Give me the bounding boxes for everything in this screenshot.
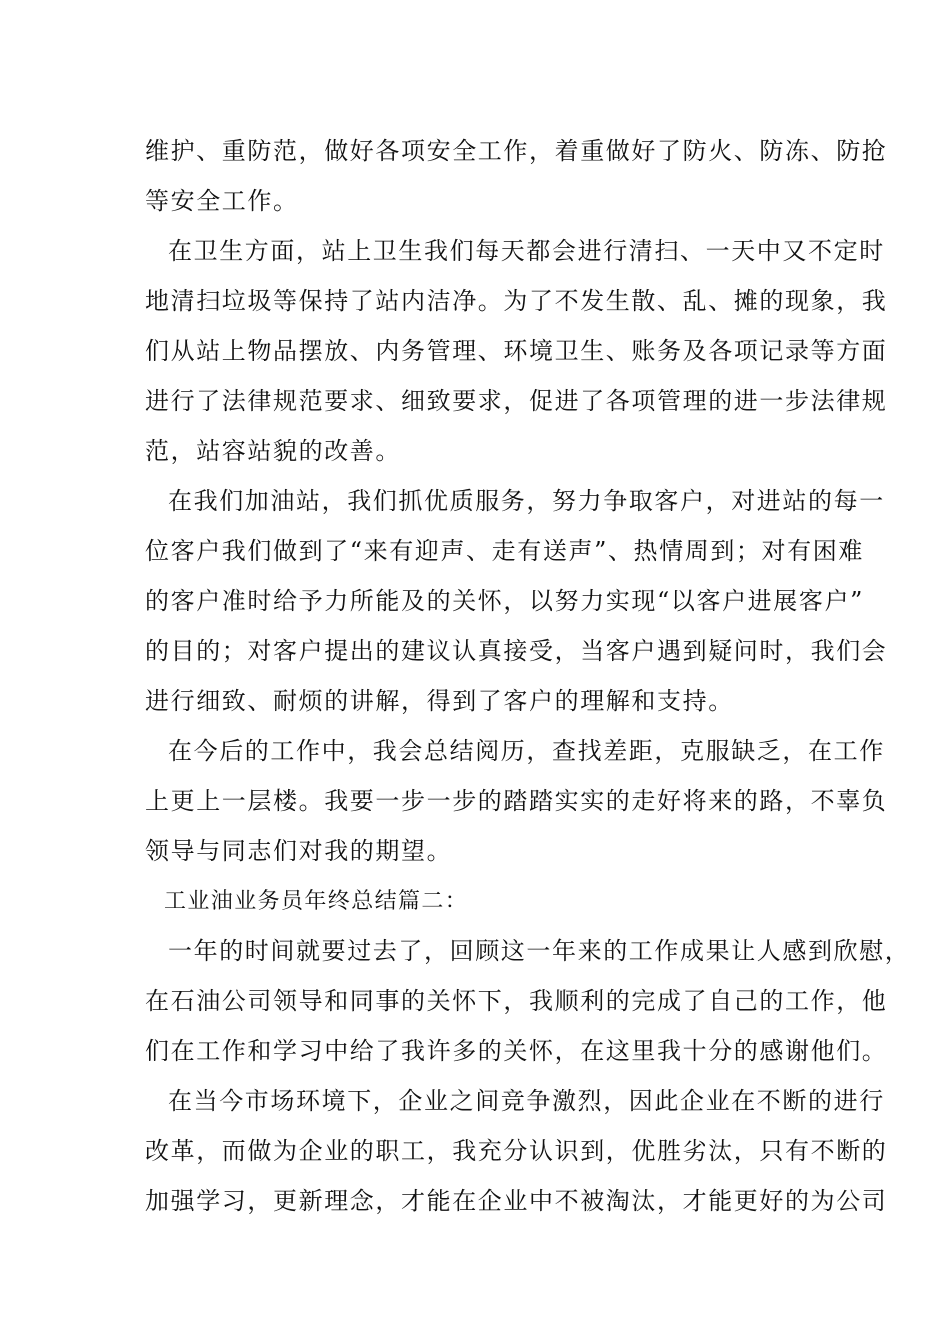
text-line: 上更上一层楼。我要一步一步的踏踏实实的走好将来的路，不辜负 [145, 787, 888, 815]
text-line: 地清扫垃圾等保持了站内洁净。为了不发生散、乱、摊的现象，我 [145, 287, 888, 315]
text-line: 等安全工作。 [145, 187, 299, 215]
text-line: 进行细致、耐烦的讲解，得到了客户的理解和支持。 [145, 687, 734, 715]
text-line: 的客户准时给予力所能及的关怀，以努力实现“以客户进展客户” [145, 587, 864, 615]
text-line: 位客户我们做到了“来有迎声、走有送声”、热情周到；对有困难 [145, 537, 864, 565]
text-line: 在当今市场环境下，企业之间竞争激烈，因此企业在不断的进行 [168, 1087, 885, 1115]
text-line: 加强学习，更新理念，才能在企业中不被淘汰，才能更好的为公司 [145, 1187, 888, 1215]
text-line: 们在工作和学习中给了我许多的关怀，在这里我十分的感谢他们。 [145, 1037, 888, 1065]
text-line: 在我们加油站，我们抓优质服务，努力争取客户，对进站的每一 [168, 487, 885, 515]
text-line: 领导与同志们对我的期望。 [145, 837, 453, 865]
text-line: 在卫生方面，站上卫生我们每天都会进行清扫、一天中又不定时 [168, 237, 885, 265]
text-line: 在今后的工作中，我会总结阅历，查找差距，克服缺乏，在工作 [168, 737, 885, 765]
text-line: 改革，而做为企业的职工，我充分认识到，优胜劣汰，只有不断的 [145, 1137, 888, 1165]
text-line: 一年的时间就要过去了，回顾这一年来的工作成果让人感到欣慰， [168, 937, 911, 965]
text-line: 维护、重防范，做好各项安全工作，着重做好了防火、防冻、防抢 [145, 137, 888, 165]
text-line: 进行了法律规范要求、细致要求，促进了各项管理的进一步法律规 [145, 387, 888, 415]
section-heading: 工业油业务员年终总结篇二： [164, 889, 469, 914]
text-line: 范，站容站貌的改善。 [145, 437, 401, 465]
text-line: 在石油公司领导和同事的关怀下，我顺利的完成了自己的工作，他 [145, 987, 888, 1015]
text-line: 的目的；对客户提出的建议认真接受，当客户遇到疑问时，我们会 [145, 637, 888, 665]
text-line: 们从站上物品摆放、内务管理、环境卫生、账务及各项记录等方面 [145, 337, 888, 365]
